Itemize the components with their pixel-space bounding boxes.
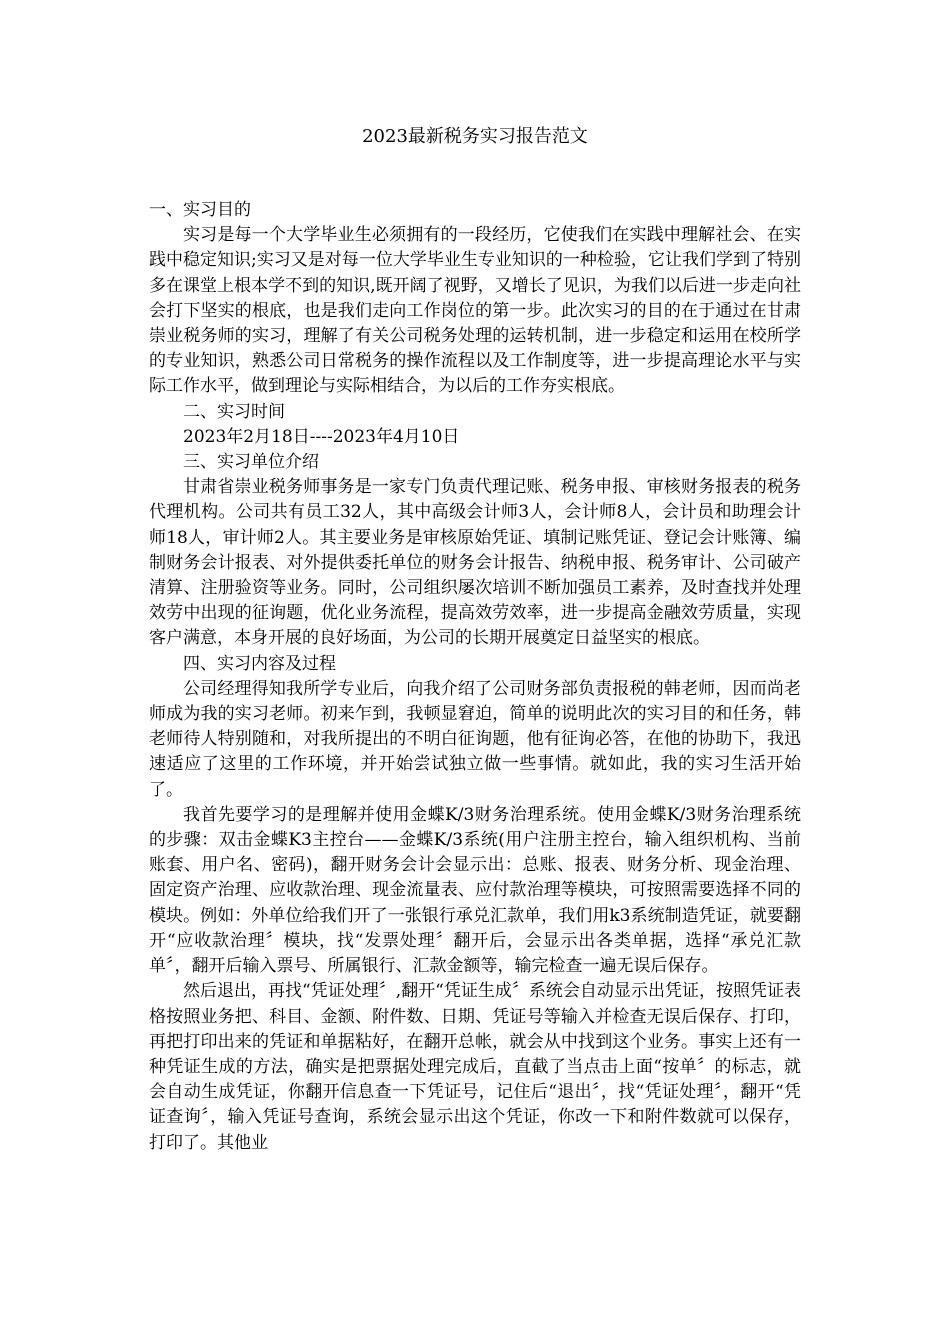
document-page: [149, 0, 801, 1344]
section-heading-purpose: 一、实习目的: [149, 200, 251, 220]
section-heading-content: 四、实习内容及过程: [183, 653, 336, 674]
paragraph-content-k3: 我首先要学习的是理解并使用金蝶K/3财务治理系统。使用金蝶K/3财务治理系统的步骤：双击金蝶K3主控台——金蝶K/3系统(用户注册主控台，输入组织机构、当前账套、用户名、密码)，翻开财务会计会显示出：总账、报表、财务分析、现金治理、固定资产治理、应收款治理、现金流量表、应付款治理等模块，可按照需要选择不同的模块。例如：外单位给我们开了一张银行承兑汇款单，我们用k3系统制造凭证，就要翻开“应收款治理〞模块，找“发票处理〞翻开后，会显示出各类单据，选择“承兑汇款单〞，翻开后输入票号、所属银行、汇款金额等，输完检查一遍无误后保存。: [149, 804, 801, 977]
paragraph-content-voucher: 然后退出，再找“凭证处理〞,翻开“凭证生成〞系统会自动显示出凭证，按照凭证表格按照业务把、科目、金额、附件数、日期、凭证号等输入并检查无误后保存、打印，再把打印出来的凭证和单据粘好，在翻开总帐，就会从中找到这个业务。事实上还有一种凭证生成的方法，确实是把票据处理完成后，直截了当点击上面“按单〞的标志，就会自动生成凭证，你翻开信息查一下凭证号，记住后“退出〞，找“凭证处理〞，翻开“凭证查询〞，输入凭证号查询，系统会显示出这个凭证，你改一下和附件数就可以保存，打印了。其他业: [149, 981, 801, 1153]
paragraph-content-intro: 公司经理得知我所学专业后，向我介绍了公司财务部负责报税的韩老师，因而尚老师成为我的实习老师。初来乍到，我顿显窘迫，简单的说明此次的实习目的和任务，韩老师待人特别随和，对我所提出的不明白征询题，他有征询必答，在他的协助下，我迅速适应了这里的工作环境，并开始尝试独立做一些事情。就如此，我的实习生活开始了。: [149, 678, 801, 800]
section-heading-time: 二、实习时间: [183, 401, 285, 422]
document-title: 2023最新税务实习报告范文: [362, 126, 588, 147]
paragraph-company: 甘肃省崇业税务师事务是一家专门负责代理记账、税务申报、审核财务报表的税务代理机构。公司共有员工32人，其中高级会计师3人，会计师8人，会计员和助理会计师18人，审计师2人。其主要业务是审核原始凭证、填制记账凭证、登记会计账簿、编制财务会计报表、对外提供委托单位的财务会计报告、纳税申报、税务审计、公司破产清算、注册验资等业务。同时，公司组织屡次培训不断加强员工素养，及时查找并处理效劳中出现的征询题，优化业务流程，提高效劳效率，进一步提高金融效劳质量，实现客户满意，本身开展的良好场面，为公司的长期开展奠定日益坚实的根底。: [149, 477, 801, 649]
section-heading-company: 三、实习单位介绍: [183, 452, 319, 473]
paragraph-purpose: 实习是每一个大学毕业生必须拥有的一段经历，它使我们在实践中理解社会、在实践中稳定知识;实习又是对每一位大学毕业生专业知识的一种检验，它让我们学到了特别多在课堂上根本学不到的知识,既开阔了视野，又增长了见识，为我们以后进一步走向社会打下坚实的根底，也是我们走向工作岗位的第一步。此次实习的目的在于通过在甘肃崇业税务师的实习，理解了有关公司税务处理的运转机制，进一步稳定和运用在校所学的专业知识，熟悉公司日常税务的操作流程以及工作制度等，进一步提高理论水平与实际工作水平，做到理论与实际相结合，为以后的工作夯实根底。: [149, 225, 801, 397]
paragraph-time: 2023年2月18日----2023年4月10日: [183, 426, 460, 447]
document-body: [149, 198, 801, 1156]
